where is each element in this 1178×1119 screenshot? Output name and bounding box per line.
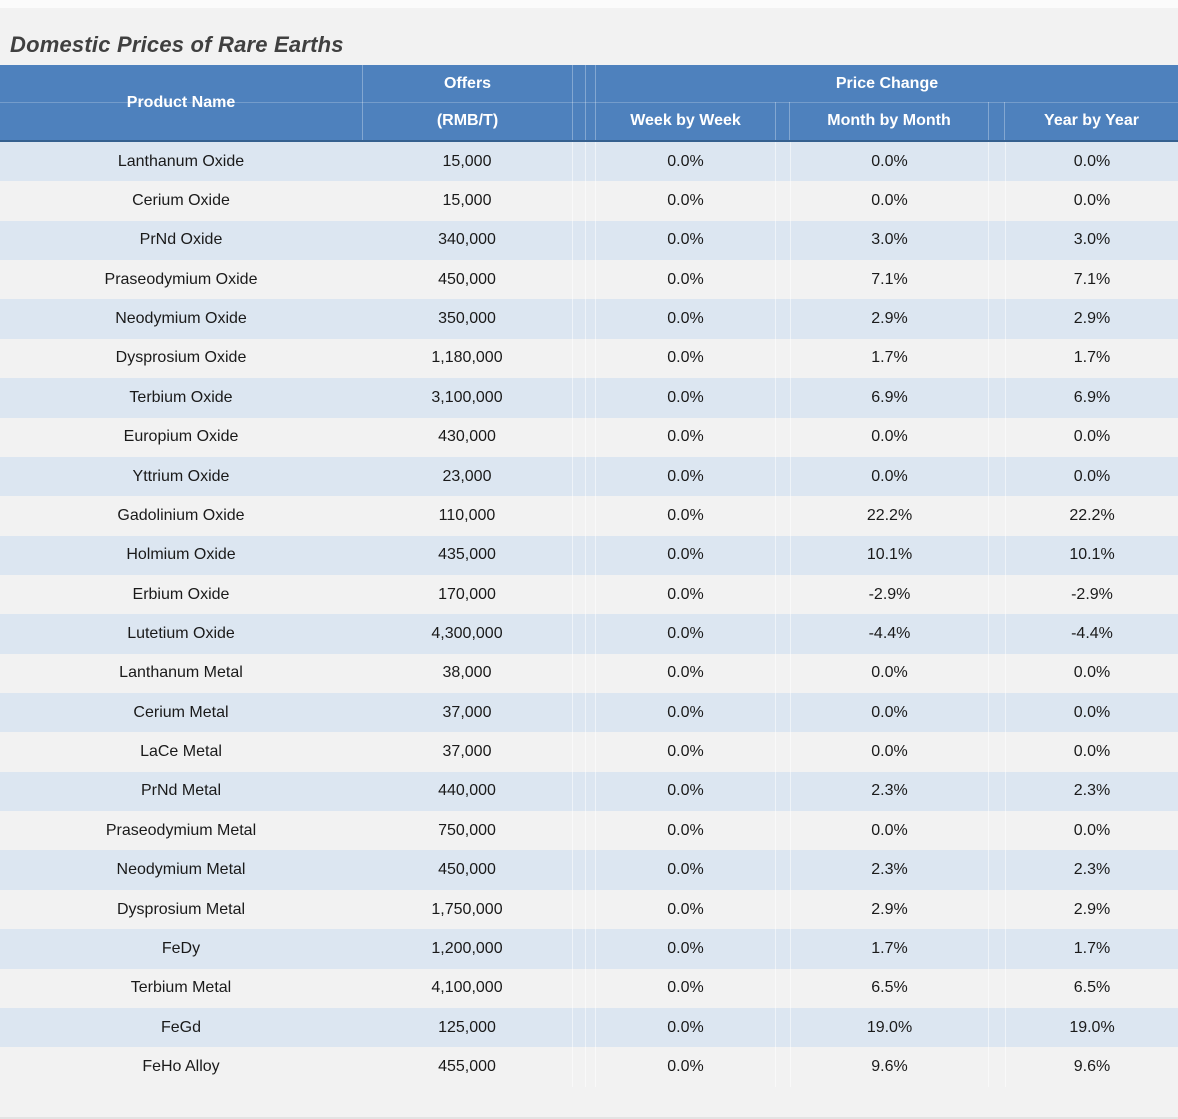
week-change-cell: 0.0% bbox=[595, 142, 775, 181]
separator-cell bbox=[585, 142, 595, 181]
separator-cell bbox=[775, 1008, 790, 1047]
product-name-cell: Lanthanum Oxide bbox=[117, 152, 245, 170]
header-product-name: Product Name bbox=[126, 93, 236, 111]
year-change-cell: 0.0% bbox=[1005, 693, 1178, 732]
separator-cell bbox=[775, 929, 790, 968]
table-row bbox=[0, 339, 1178, 378]
window-top-strip bbox=[0, 0, 1178, 8]
header-year-by-year: Year by Year bbox=[1044, 112, 1139, 129]
year-change-cell: 2.9% bbox=[1005, 299, 1178, 338]
month-change-cell: 0.0% bbox=[790, 142, 988, 181]
year-change-cell: -4.4% bbox=[1005, 614, 1178, 653]
year-change-cell: 1.7% bbox=[1005, 339, 1178, 378]
table-body bbox=[0, 142, 1178, 1087]
separator-cell bbox=[988, 339, 1005, 378]
week-change-cell: 0.0% bbox=[595, 929, 775, 968]
table-row bbox=[0, 929, 1178, 968]
separator-cell bbox=[585, 693, 595, 732]
month-change-cell: 0.0% bbox=[790, 811, 988, 850]
separator-cell bbox=[988, 221, 1005, 260]
product-name-cell: Gadolinium Oxide bbox=[117, 506, 245, 524]
header-separator bbox=[572, 65, 585, 140]
separator-cell bbox=[775, 142, 790, 181]
separator-cell bbox=[988, 1047, 1005, 1086]
separator-cell bbox=[572, 457, 585, 496]
week-change-cell: 0.0% bbox=[595, 969, 775, 1008]
prices-table bbox=[0, 65, 1178, 1087]
separator-cell bbox=[572, 181, 585, 220]
month-change-cell: 10.1% bbox=[790, 536, 988, 575]
offer-cell: 450,000 bbox=[438, 270, 496, 288]
separator-cell bbox=[572, 260, 585, 299]
week-change-cell: 0.0% bbox=[595, 732, 775, 771]
month-change-cell: 2.3% bbox=[790, 772, 988, 811]
header-offers-line2: (RMB/T) bbox=[436, 112, 499, 130]
year-change-cell: 2.3% bbox=[1005, 850, 1178, 889]
week-change-cell: 0.0% bbox=[595, 772, 775, 811]
table-row bbox=[0, 890, 1178, 929]
week-change-cell: 0.0% bbox=[595, 339, 775, 378]
offer-cell: 37,000 bbox=[442, 743, 492, 761]
separator-cell bbox=[572, 890, 585, 929]
separator-cell bbox=[585, 457, 595, 496]
year-change-cell: 1.7% bbox=[1005, 929, 1178, 968]
header-offers bbox=[362, 65, 572, 140]
year-change-cell: 6.9% bbox=[1005, 378, 1178, 417]
separator-cell bbox=[775, 693, 790, 732]
table-row bbox=[0, 575, 1178, 614]
separator-cell bbox=[585, 1008, 595, 1047]
separator-cell bbox=[585, 536, 595, 575]
week-change-cell: 0.0% bbox=[595, 654, 775, 693]
separator-cell bbox=[775, 221, 790, 260]
separator-cell bbox=[585, 732, 595, 771]
product-name-cell: Dysprosium Metal bbox=[116, 900, 246, 918]
year-change-cell: 6.5% bbox=[1005, 969, 1178, 1008]
separator-cell bbox=[585, 221, 595, 260]
year-change-cell: 2.3% bbox=[1005, 772, 1178, 811]
year-change-cell: 0.0% bbox=[1005, 142, 1178, 181]
offer-cell: 23,000 bbox=[442, 467, 492, 485]
year-change-cell: 0.0% bbox=[1005, 457, 1178, 496]
month-change-cell: -4.4% bbox=[790, 614, 988, 653]
product-name-cell: FeGd bbox=[160, 1018, 201, 1036]
product-name-cell: Yttrium Oxide bbox=[132, 467, 230, 485]
separator-cell bbox=[988, 418, 1005, 457]
separator-cell bbox=[572, 1008, 585, 1047]
separator-cell bbox=[572, 339, 585, 378]
separator-cell bbox=[775, 1047, 790, 1086]
offer-cell: 3,100,000 bbox=[431, 388, 503, 406]
separator-cell bbox=[988, 457, 1005, 496]
month-change-cell: 19.0% bbox=[790, 1008, 988, 1047]
month-change-cell: 9.6% bbox=[790, 1047, 988, 1086]
table-row bbox=[0, 142, 1178, 181]
table-row bbox=[0, 536, 1178, 575]
separator-cell bbox=[775, 299, 790, 338]
separator-cell bbox=[775, 811, 790, 850]
month-change-cell: 0.0% bbox=[790, 732, 988, 771]
year-change-cell: -2.9% bbox=[1005, 575, 1178, 614]
header-price-change: Price Change bbox=[595, 65, 1178, 102]
offer-cell: 38,000 bbox=[442, 664, 492, 682]
separator-cell bbox=[572, 693, 585, 732]
separator-cell bbox=[988, 575, 1005, 614]
year-change-cell: 0.0% bbox=[1005, 811, 1178, 850]
offer-cell: 750,000 bbox=[438, 821, 496, 839]
offer-cell: 430,000 bbox=[438, 428, 496, 446]
week-change-cell: 0.0% bbox=[595, 1047, 775, 1086]
separator-cell bbox=[585, 614, 595, 653]
month-change-cell: 0.0% bbox=[790, 181, 988, 220]
separator-cell bbox=[585, 339, 595, 378]
separator-cell bbox=[572, 850, 585, 889]
product-name-cell: PrNd Oxide bbox=[139, 231, 223, 249]
product-name-cell: Neodymium Oxide bbox=[115, 310, 247, 328]
table-row bbox=[0, 1047, 1178, 1086]
separator-cell bbox=[775, 536, 790, 575]
separator-cell bbox=[572, 496, 585, 535]
product-name-cell: Praseodymium Metal bbox=[105, 821, 257, 839]
product-name-cell: Holmium Oxide bbox=[126, 546, 236, 564]
week-change-cell: 0.0% bbox=[595, 693, 775, 732]
separator-cell bbox=[585, 575, 595, 614]
separator-cell bbox=[775, 418, 790, 457]
week-change-cell: 0.0% bbox=[595, 378, 775, 417]
week-change-cell: 0.0% bbox=[595, 181, 775, 220]
header-offers-line1: Offers bbox=[443, 74, 492, 92]
year-change-cell: 19.0% bbox=[1005, 1008, 1178, 1047]
offer-cell: 4,300,000 bbox=[431, 624, 503, 642]
separator-cell bbox=[585, 969, 595, 1008]
month-change-cell: 6.9% bbox=[790, 378, 988, 417]
separator-cell bbox=[585, 929, 595, 968]
header-month-by-month: Month by Month bbox=[827, 112, 951, 129]
week-change-cell: 0.0% bbox=[595, 1008, 775, 1047]
offer-cell: 1,200,000 bbox=[431, 939, 503, 957]
month-change-cell: 6.5% bbox=[790, 969, 988, 1008]
table-row bbox=[0, 221, 1178, 260]
week-change-cell: 0.0% bbox=[595, 536, 775, 575]
separator-cell bbox=[572, 772, 585, 811]
year-change-cell: 3.0% bbox=[1005, 221, 1178, 260]
separator-cell bbox=[572, 575, 585, 614]
offer-cell: 170,000 bbox=[438, 585, 496, 603]
year-change-cell: 2.9% bbox=[1005, 890, 1178, 929]
month-change-cell: -2.9% bbox=[790, 575, 988, 614]
separator-cell bbox=[988, 969, 1005, 1008]
separator-cell bbox=[988, 732, 1005, 771]
separator-cell bbox=[988, 142, 1005, 181]
offer-cell: 37,000 bbox=[442, 703, 492, 721]
product-name-cell: Cerium Oxide bbox=[132, 192, 230, 210]
separator-cell bbox=[585, 1047, 595, 1086]
separator-cell bbox=[585, 299, 595, 338]
week-change-cell: 0.0% bbox=[595, 614, 775, 653]
separator-cell bbox=[988, 1008, 1005, 1047]
table-row bbox=[0, 418, 1178, 457]
week-change-cell: 0.0% bbox=[595, 850, 775, 889]
separator-cell bbox=[585, 890, 595, 929]
separator-cell bbox=[988, 654, 1005, 693]
month-change-cell: 2.9% bbox=[790, 890, 988, 929]
separator-cell bbox=[585, 181, 595, 220]
offer-cell: 455,000 bbox=[438, 1057, 496, 1075]
year-change-cell: 0.0% bbox=[1005, 654, 1178, 693]
header-week-by-week: Week by Week bbox=[595, 102, 775, 140]
separator-cell bbox=[572, 378, 585, 417]
offer-cell: 15,000 bbox=[442, 152, 492, 170]
week-change-cell: 0.0% bbox=[595, 299, 775, 338]
separator-cell bbox=[775, 496, 790, 535]
title-bar bbox=[0, 8, 1178, 65]
week-change-cell: 0.0% bbox=[595, 260, 775, 299]
separator-cell bbox=[775, 260, 790, 299]
separator-cell bbox=[572, 969, 585, 1008]
month-change-cell: 0.0% bbox=[790, 654, 988, 693]
week-change-cell: 0.0% bbox=[595, 496, 775, 535]
product-name-cell: Neodymium Metal bbox=[116, 861, 246, 879]
offer-cell: 340,000 bbox=[438, 231, 496, 249]
offer-cell: 440,000 bbox=[438, 782, 496, 800]
week-change-cell: 0.0% bbox=[595, 575, 775, 614]
separator-cell bbox=[572, 1047, 585, 1086]
separator-cell bbox=[988, 772, 1005, 811]
separator-cell bbox=[988, 181, 1005, 220]
offer-cell: 110,000 bbox=[438, 506, 496, 524]
month-change-cell: 22.2% bbox=[790, 496, 988, 535]
separator-cell bbox=[775, 457, 790, 496]
separator-cell bbox=[988, 260, 1005, 299]
separator-cell bbox=[585, 418, 595, 457]
separator-cell bbox=[988, 850, 1005, 889]
product-name-cell: Lutetium Oxide bbox=[127, 624, 235, 642]
separator-cell bbox=[572, 654, 585, 693]
separator-cell bbox=[988, 299, 1005, 338]
month-change-cell: 0.0% bbox=[790, 457, 988, 496]
year-change-cell: 9.6% bbox=[1005, 1047, 1178, 1086]
separator-cell bbox=[775, 339, 790, 378]
year-change-cell: 0.0% bbox=[1005, 732, 1178, 771]
separator-cell bbox=[988, 496, 1005, 535]
separator-cell bbox=[988, 811, 1005, 850]
separator-cell bbox=[775, 575, 790, 614]
table-row bbox=[0, 732, 1178, 771]
month-change-cell: 1.7% bbox=[790, 929, 988, 968]
product-name-cell: Europium Oxide bbox=[123, 428, 239, 446]
offer-cell: 125,000 bbox=[438, 1018, 496, 1036]
separator-cell bbox=[775, 732, 790, 771]
table-header bbox=[0, 65, 1178, 142]
table-row bbox=[0, 772, 1178, 811]
separator-cell bbox=[585, 378, 595, 417]
product-name-cell: Erbium Oxide bbox=[132, 585, 230, 603]
product-name-cell: FeDy bbox=[161, 939, 201, 957]
product-name-cell: FeHo Alloy bbox=[142, 1057, 220, 1075]
table-row bbox=[0, 496, 1178, 535]
offer-cell: 15,000 bbox=[442, 192, 492, 210]
separator-cell bbox=[572, 142, 585, 181]
separator-cell bbox=[775, 969, 790, 1008]
separator-cell bbox=[988, 614, 1005, 653]
table-row bbox=[0, 260, 1178, 299]
separator-cell bbox=[585, 772, 595, 811]
offer-cell: 450,000 bbox=[438, 861, 496, 879]
product-name-cell: PrNd Metal bbox=[140, 782, 222, 800]
table-row bbox=[0, 614, 1178, 653]
year-change-cell: 10.1% bbox=[1005, 536, 1178, 575]
offer-cell: 4,100,000 bbox=[431, 979, 503, 997]
separator-cell bbox=[775, 772, 790, 811]
table-row bbox=[0, 693, 1178, 732]
separator-cell bbox=[775, 378, 790, 417]
product-name-cell: Lanthanum Metal bbox=[119, 664, 243, 682]
separator-cell bbox=[572, 299, 585, 338]
separator-cell bbox=[988, 693, 1005, 732]
separator-cell bbox=[988, 890, 1005, 929]
separator-cell bbox=[572, 614, 585, 653]
separator-cell bbox=[585, 811, 595, 850]
separator-cell bbox=[572, 811, 585, 850]
month-change-cell: 0.0% bbox=[790, 693, 988, 732]
separator-cell bbox=[775, 890, 790, 929]
header-separator bbox=[988, 102, 1005, 140]
separator-cell bbox=[988, 536, 1005, 575]
product-name-cell: Cerium Metal bbox=[133, 703, 229, 721]
month-change-cell: 1.7% bbox=[790, 339, 988, 378]
separator-cell bbox=[585, 260, 595, 299]
table-row bbox=[0, 1008, 1178, 1047]
separator-cell bbox=[572, 929, 585, 968]
offer-cell: 435,000 bbox=[438, 546, 496, 564]
product-name-cell: Terbium Oxide bbox=[129, 388, 233, 406]
week-change-cell: 0.0% bbox=[595, 890, 775, 929]
table-row bbox=[0, 181, 1178, 220]
separator-cell bbox=[572, 221, 585, 260]
separator-cell bbox=[585, 496, 595, 535]
separator-cell bbox=[572, 418, 585, 457]
page-title: Domestic Prices of Rare Earths bbox=[10, 32, 344, 57]
offer-cell: 1,180,000 bbox=[431, 349, 503, 367]
table-row bbox=[0, 457, 1178, 496]
table-row bbox=[0, 654, 1178, 693]
separator-cell bbox=[775, 654, 790, 693]
year-change-cell: 7.1% bbox=[1005, 260, 1178, 299]
product-name-cell: LaCe Metal bbox=[140, 743, 222, 761]
year-change-cell: 0.0% bbox=[1005, 418, 1178, 457]
product-name-cell: Terbium Metal bbox=[130, 979, 232, 997]
separator-cell bbox=[988, 929, 1005, 968]
month-change-cell: 3.0% bbox=[790, 221, 988, 260]
separator-cell bbox=[585, 850, 595, 889]
week-change-cell: 0.0% bbox=[595, 457, 775, 496]
month-change-cell: 7.1% bbox=[790, 260, 988, 299]
separator-cell bbox=[988, 378, 1005, 417]
month-change-cell: 2.3% bbox=[790, 850, 988, 889]
month-change-cell: 2.9% bbox=[790, 299, 988, 338]
separator-cell bbox=[775, 850, 790, 889]
table-row bbox=[0, 299, 1178, 338]
offer-cell: 350,000 bbox=[438, 310, 496, 328]
week-change-cell: 0.0% bbox=[595, 811, 775, 850]
header-separator bbox=[585, 65, 595, 140]
product-name-cell: Praseodymium Oxide bbox=[104, 270, 258, 288]
week-change-cell: 0.0% bbox=[595, 221, 775, 260]
offer-cell: 1,750,000 bbox=[431, 900, 503, 918]
separator-cell bbox=[572, 732, 585, 771]
separator-cell bbox=[775, 181, 790, 220]
separator-cell bbox=[775, 614, 790, 653]
table-row bbox=[0, 850, 1178, 889]
product-name-cell: Dysprosium Oxide bbox=[115, 349, 247, 367]
table-row bbox=[0, 378, 1178, 417]
table-row bbox=[0, 811, 1178, 850]
table-row bbox=[0, 969, 1178, 1008]
year-change-cell: 0.0% bbox=[1005, 181, 1178, 220]
year-change-cell: 22.2% bbox=[1005, 496, 1178, 535]
month-change-cell: 0.0% bbox=[790, 418, 988, 457]
separator-cell bbox=[585, 654, 595, 693]
header-separator bbox=[775, 102, 790, 140]
week-change-cell: 0.0% bbox=[595, 418, 775, 457]
separator-cell bbox=[572, 536, 585, 575]
